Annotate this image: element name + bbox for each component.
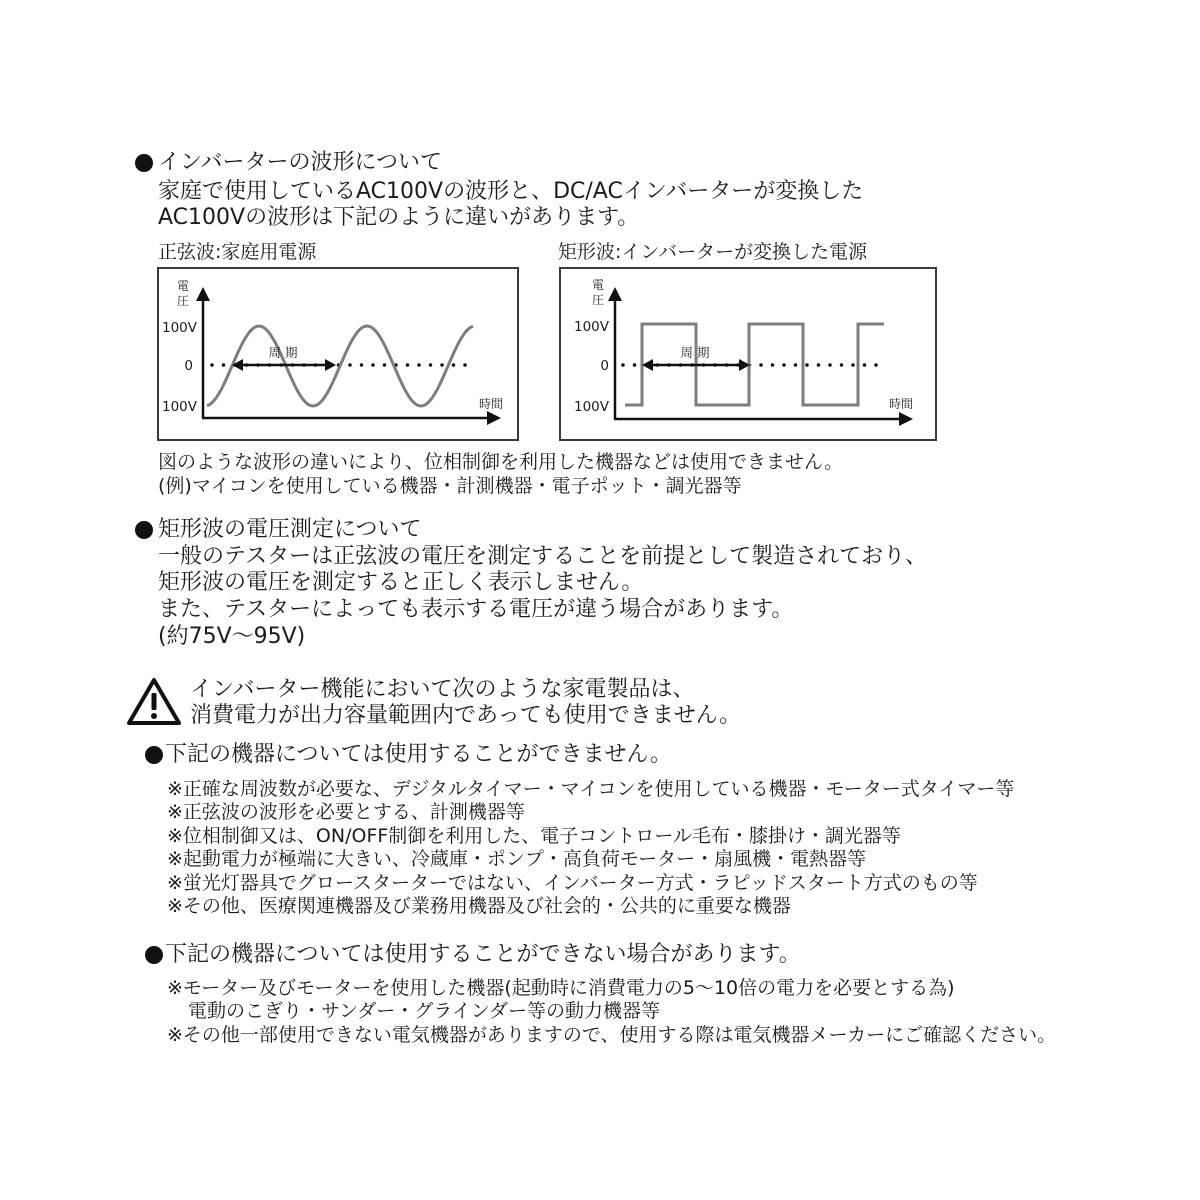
waveform-body-line: AC100Vの波形は下記のように違いがあります。 bbox=[158, 205, 640, 230]
y-axis-arrow-icon bbox=[196, 287, 210, 301]
section-heading-waveform: インバーターの波形について bbox=[158, 150, 443, 175]
bullet-icon bbox=[135, 521, 153, 539]
list-item: ※正確な周波数が必要な、デジタルタイマー・マイコンを使用している機器・モーター式タイマー等 bbox=[167, 778, 1015, 800]
list-item-continuation: 電動のこぎり・サンダー・グラインダー等の動力機器等 bbox=[188, 1000, 660, 1022]
period-label: 周 期 bbox=[680, 345, 710, 360]
y-axis-label: 圧 bbox=[591, 293, 605, 307]
x-axis-arrow-icon bbox=[487, 411, 501, 425]
warning-text-line: 消費電力が出力容量範囲内であっても使用できません。 bbox=[190, 703, 742, 728]
warning-triangle-icon bbox=[126, 676, 182, 726]
waveform-note: 図のような波形の違いにより、位相制御を利用した機器などは使用できません。 bbox=[158, 451, 844, 473]
diagram-label-square: 矩形波:インバーターが変換した電源 bbox=[558, 241, 868, 263]
bullet-icon bbox=[145, 946, 163, 964]
y-tick-top: 100V bbox=[573, 319, 609, 335]
x-axis-label: 時間 bbox=[478, 397, 504, 411]
measurement-body-line: (約75V〜95V) bbox=[158, 624, 306, 649]
y-axis-label: 圧 bbox=[176, 294, 190, 308]
arrow-left-icon bbox=[642, 359, 653, 371]
sine-wave-chart bbox=[158, 268, 518, 440]
list-item: ※その他一部使用できない電気機器がありますので、使用する際は電気機器メーカーにご確認ください。 bbox=[167, 1024, 1057, 1046]
bullet-icon bbox=[145, 746, 163, 764]
section-heading-cannot-use: 下記の機器については使用することができません。 bbox=[165, 742, 672, 767]
measurement-body-line: 矩形波の電圧を測定すると正しく表示しません。 bbox=[158, 570, 644, 595]
list-item: ※位相制御又は、ON/OFF制御を利用した、電子コントロール毛布・膝掛け・調光器等 bbox=[167, 825, 901, 847]
square-wave-chart bbox=[560, 268, 936, 440]
diagram-label-sine: 正弦波:家庭用電源 bbox=[158, 241, 317, 263]
list-item: ※蛍光灯器具でグロースターターではない、インバーター方式・ラピッドスタート方式のもの等 bbox=[167, 872, 978, 894]
list-item: ※その他、医療関連機器及び業務用機器及び社会的・公共的に重要な機器 bbox=[167, 895, 791, 917]
y-axis-arrow-icon bbox=[608, 287, 622, 301]
y-axis-label: 電 bbox=[591, 278, 605, 292]
section-heading-may-not-use: 下記の機器については使用することができない場合があります。 bbox=[165, 942, 801, 967]
y-tick-zero: 0 bbox=[184, 358, 193, 374]
list-item: ※起動電力が極端に大きい、冷蔵庫・ポンプ・高負荷モーター・扇風機・電熱器等 bbox=[167, 848, 867, 870]
period-label: 周 期 bbox=[268, 345, 298, 360]
waveform-body-line: 家庭で使用しているAC100Vの波形と、DC/ACインバーターが変換した bbox=[158, 179, 864, 204]
warning-text-line: インバーター機能において次のような家電製品は、 bbox=[190, 677, 695, 702]
waveform-note: (例)マイコンを使用している機器・計測機器・電子ポット・調光器等 bbox=[158, 475, 742, 497]
y-axis-label: 電 bbox=[176, 279, 190, 293]
list-item: ※モーター及びモーターを使用した機器(起動時に消費電力の5〜10倍の電力を必要とする為) bbox=[167, 977, 955, 999]
x-axis-label: 時間 bbox=[888, 397, 914, 411]
list-item: ※正弦波の波形を必要とする、計測機器等 bbox=[167, 801, 525, 823]
arrow-right-icon bbox=[325, 359, 336, 371]
bullet-icon bbox=[135, 154, 153, 172]
y-tick-bottom: 100V bbox=[161, 399, 197, 415]
y-tick-zero: 0 bbox=[600, 358, 609, 374]
y-tick-bottom: 100V bbox=[573, 399, 609, 415]
x-axis-arrow-icon bbox=[899, 412, 913, 426]
measurement-body-line: 一般のテスターは正弦波の電圧を測定することを前提として製造されており、 bbox=[158, 544, 928, 569]
section-heading-measurement: 矩形波の電圧測定について bbox=[158, 517, 422, 542]
measurement-body-line: また、テスターによっても表示する電圧が違う場合があります。 bbox=[158, 597, 794, 622]
y-tick-top: 100V bbox=[161, 320, 197, 336]
